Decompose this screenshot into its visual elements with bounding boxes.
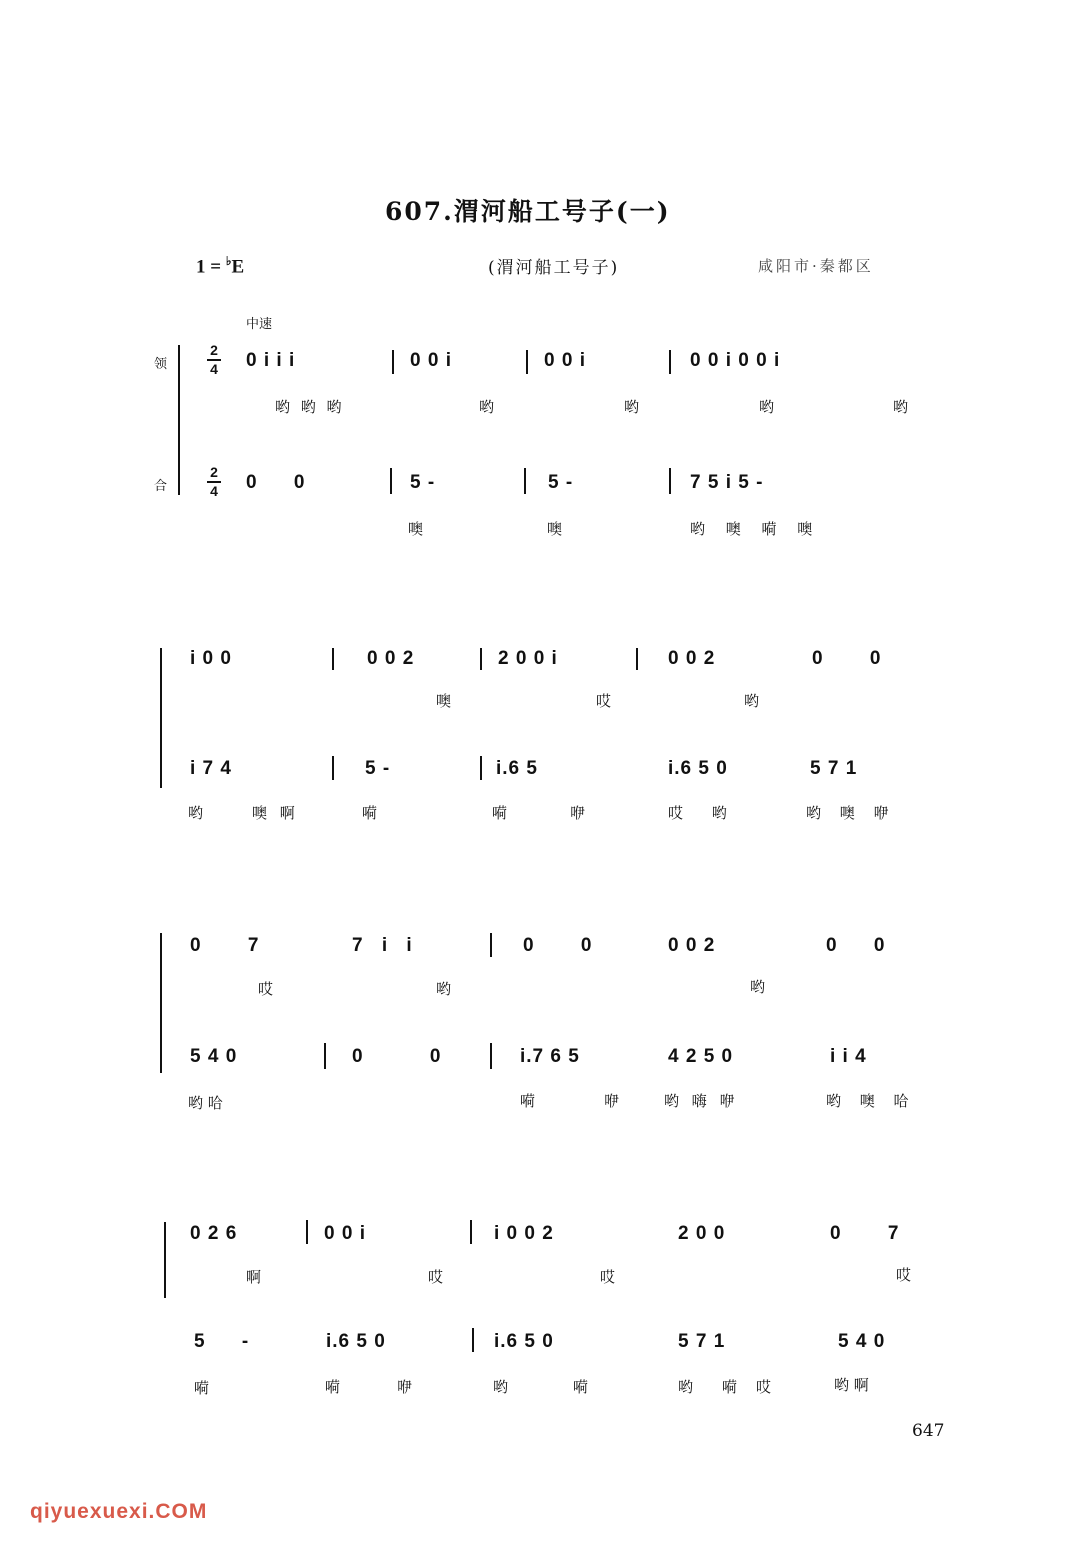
chorus-lyric: 哟: [678, 1378, 694, 1396]
chorus-lyric: 哟 噢 嗬 噢: [690, 520, 813, 538]
chorus-measure: 5 4 0: [190, 1046, 238, 1067]
time-signature: 2 4: [207, 465, 221, 499]
chorus-lyric: 哟 嗨 咿: [664, 1092, 735, 1110]
barline: [669, 350, 671, 374]
time-signature: 2 4: [207, 343, 221, 377]
lead-measure: 0 0 2: [668, 935, 716, 956]
chorus-measure: 5 -: [548, 472, 574, 493]
chorus-measure: i.6 5: [496, 758, 538, 779]
chorus-measure: 4 2 5 0: [668, 1046, 734, 1067]
barline: [470, 1220, 472, 1244]
barline: [480, 756, 482, 780]
lead-measure: 7 i i: [352, 935, 413, 956]
lead-lyric: 哟: [479, 398, 495, 416]
barline: [490, 933, 492, 957]
barline: [392, 350, 394, 374]
lead-measure: 0 2 6: [190, 1223, 238, 1244]
chorus-measure: 0 0: [352, 1046, 442, 1067]
chorus-lyric: 咿: [570, 804, 586, 822]
chorus-measure: 5 7 1: [810, 758, 858, 779]
lead-lyric: 哟 哟 哟: [275, 398, 342, 416]
barline: [526, 350, 528, 374]
lead-lyric: 哟: [893, 398, 909, 416]
lead-measure: 2 0 0 i: [498, 648, 558, 669]
song-source: 咸阳市·秦都区: [758, 257, 874, 275]
chorus-lyric: 哎: [756, 1378, 772, 1396]
chorus-lyric: 咿: [604, 1092, 620, 1110]
lead-lyric: 噢: [436, 692, 452, 710]
system-brace: [164, 1222, 166, 1298]
chorus-measure: 5 -: [410, 472, 436, 493]
key-signature: 1 = ♭E: [196, 254, 245, 278]
system-brace: [160, 648, 162, 788]
lead-lyric: 哎: [596, 692, 612, 710]
barline: [324, 1043, 326, 1069]
chorus-lyric: 咿: [397, 1378, 413, 1396]
chorus-lyric: 嗬: [194, 1379, 210, 1397]
system-brace: [178, 345, 180, 495]
song-title: 607.渭河船工号子(一): [385, 197, 671, 226]
part-label-chorus: 合: [154, 479, 168, 494]
chorus-lyric: 哟: [493, 1378, 509, 1396]
barline: [490, 1043, 492, 1069]
chorus-lyric: 哟: [188, 804, 204, 822]
lead-measure: 0 7: [830, 1223, 900, 1244]
lead-measure: 0 0 i: [410, 350, 452, 371]
chorus-lyric: 嗬: [722, 1378, 738, 1396]
chorus-measure: 0 0: [246, 472, 306, 493]
barline: [636, 648, 638, 670]
chorus-measure: i.6 5 0: [326, 1331, 386, 1352]
lead-measure: 0 0: [826, 935, 886, 956]
barline: [390, 468, 392, 494]
lead-measure: 0 0 2: [367, 648, 415, 669]
site-watermark[interactable]: qiyuexuexi.COM: [30, 1500, 208, 1523]
lead-measure: 0 0: [812, 648, 882, 669]
lead-lyric: 哟: [750, 978, 766, 996]
barline: [669, 468, 671, 494]
lead-lyric: 哟: [744, 692, 760, 710]
barline: [332, 648, 334, 670]
lead-measure: 0 0 i: [544, 350, 586, 371]
song-subtitle: (渭河船工号子): [488, 258, 620, 278]
lead-lyric: 哎: [428, 1268, 444, 1286]
lead-lyric: 哎: [258, 980, 274, 998]
lead-lyric: 哟: [624, 398, 640, 416]
part-label-lead: 领: [154, 357, 168, 372]
chorus-measure: i.6 5 0: [668, 758, 728, 779]
lead-measure: i 0 0 2: [494, 1223, 554, 1244]
chorus-lyric: 哟 噢 咿: [806, 804, 889, 822]
chorus-lyric: 哟 哈: [188, 1094, 223, 1112]
page-number: 647: [912, 1421, 945, 1441]
chorus-lyric: 噢: [408, 520, 424, 538]
lead-lyric: 哎: [600, 1268, 616, 1286]
lead-measure: 0 0 i 0 0 i: [690, 350, 781, 371]
chorus-lyric: 哟 啊: [834, 1376, 869, 1394]
barline: [524, 468, 526, 494]
barline: [480, 648, 482, 670]
chorus-lyric: 嗬: [520, 1092, 536, 1110]
chorus-measure: i 7 4: [190, 758, 232, 779]
chorus-measure: 5 -: [194, 1331, 250, 1352]
lead-lyric: 哟: [759, 398, 775, 416]
chorus-measure: 5 -: [365, 758, 391, 779]
lead-measure: 0 0: [523, 935, 593, 956]
lead-measure: 0 0 i: [324, 1223, 366, 1244]
lead-lyric: 哟: [436, 980, 452, 998]
tempo-marking: 中速: [246, 317, 273, 332]
chorus-measure: i.6 5 0: [494, 1331, 554, 1352]
chorus-lyric: 噢: [547, 520, 563, 538]
chorus-lyric: 嗬: [362, 804, 378, 822]
lead-measure: 0 0 2: [668, 648, 716, 669]
chorus-lyric: 哟 噢 哈: [826, 1092, 909, 1110]
chorus-lyric: 嗬: [325, 1378, 341, 1396]
lead-measure: 0 7: [190, 935, 260, 956]
chorus-measure: 5 7 1: [678, 1331, 726, 1352]
chorus-measure: 5 4 0: [838, 1331, 886, 1352]
lead-measure: i 0 0: [190, 648, 232, 669]
chorus-measure: i.7 6 5: [520, 1046, 580, 1067]
chorus-lyric: 嗬: [492, 804, 508, 822]
chorus-measure: 7 5 i 5 -: [690, 472, 764, 493]
barline: [472, 1328, 474, 1352]
chorus-lyric: 噢 啊: [252, 804, 295, 822]
system-brace: [160, 933, 162, 1073]
barline: [306, 1220, 308, 1244]
barline: [332, 756, 334, 780]
lead-lyric: 啊: [246, 1268, 262, 1286]
chorus-measure: i i 4: [830, 1046, 867, 1067]
lead-measure: 2 0 0: [678, 1223, 726, 1244]
lead-lyric: 哎: [896, 1266, 912, 1284]
chorus-lyric: 哎 哟: [668, 804, 727, 822]
lead-measure: 0 i i i: [246, 350, 296, 371]
chorus-lyric: 嗬: [573, 1378, 589, 1396]
